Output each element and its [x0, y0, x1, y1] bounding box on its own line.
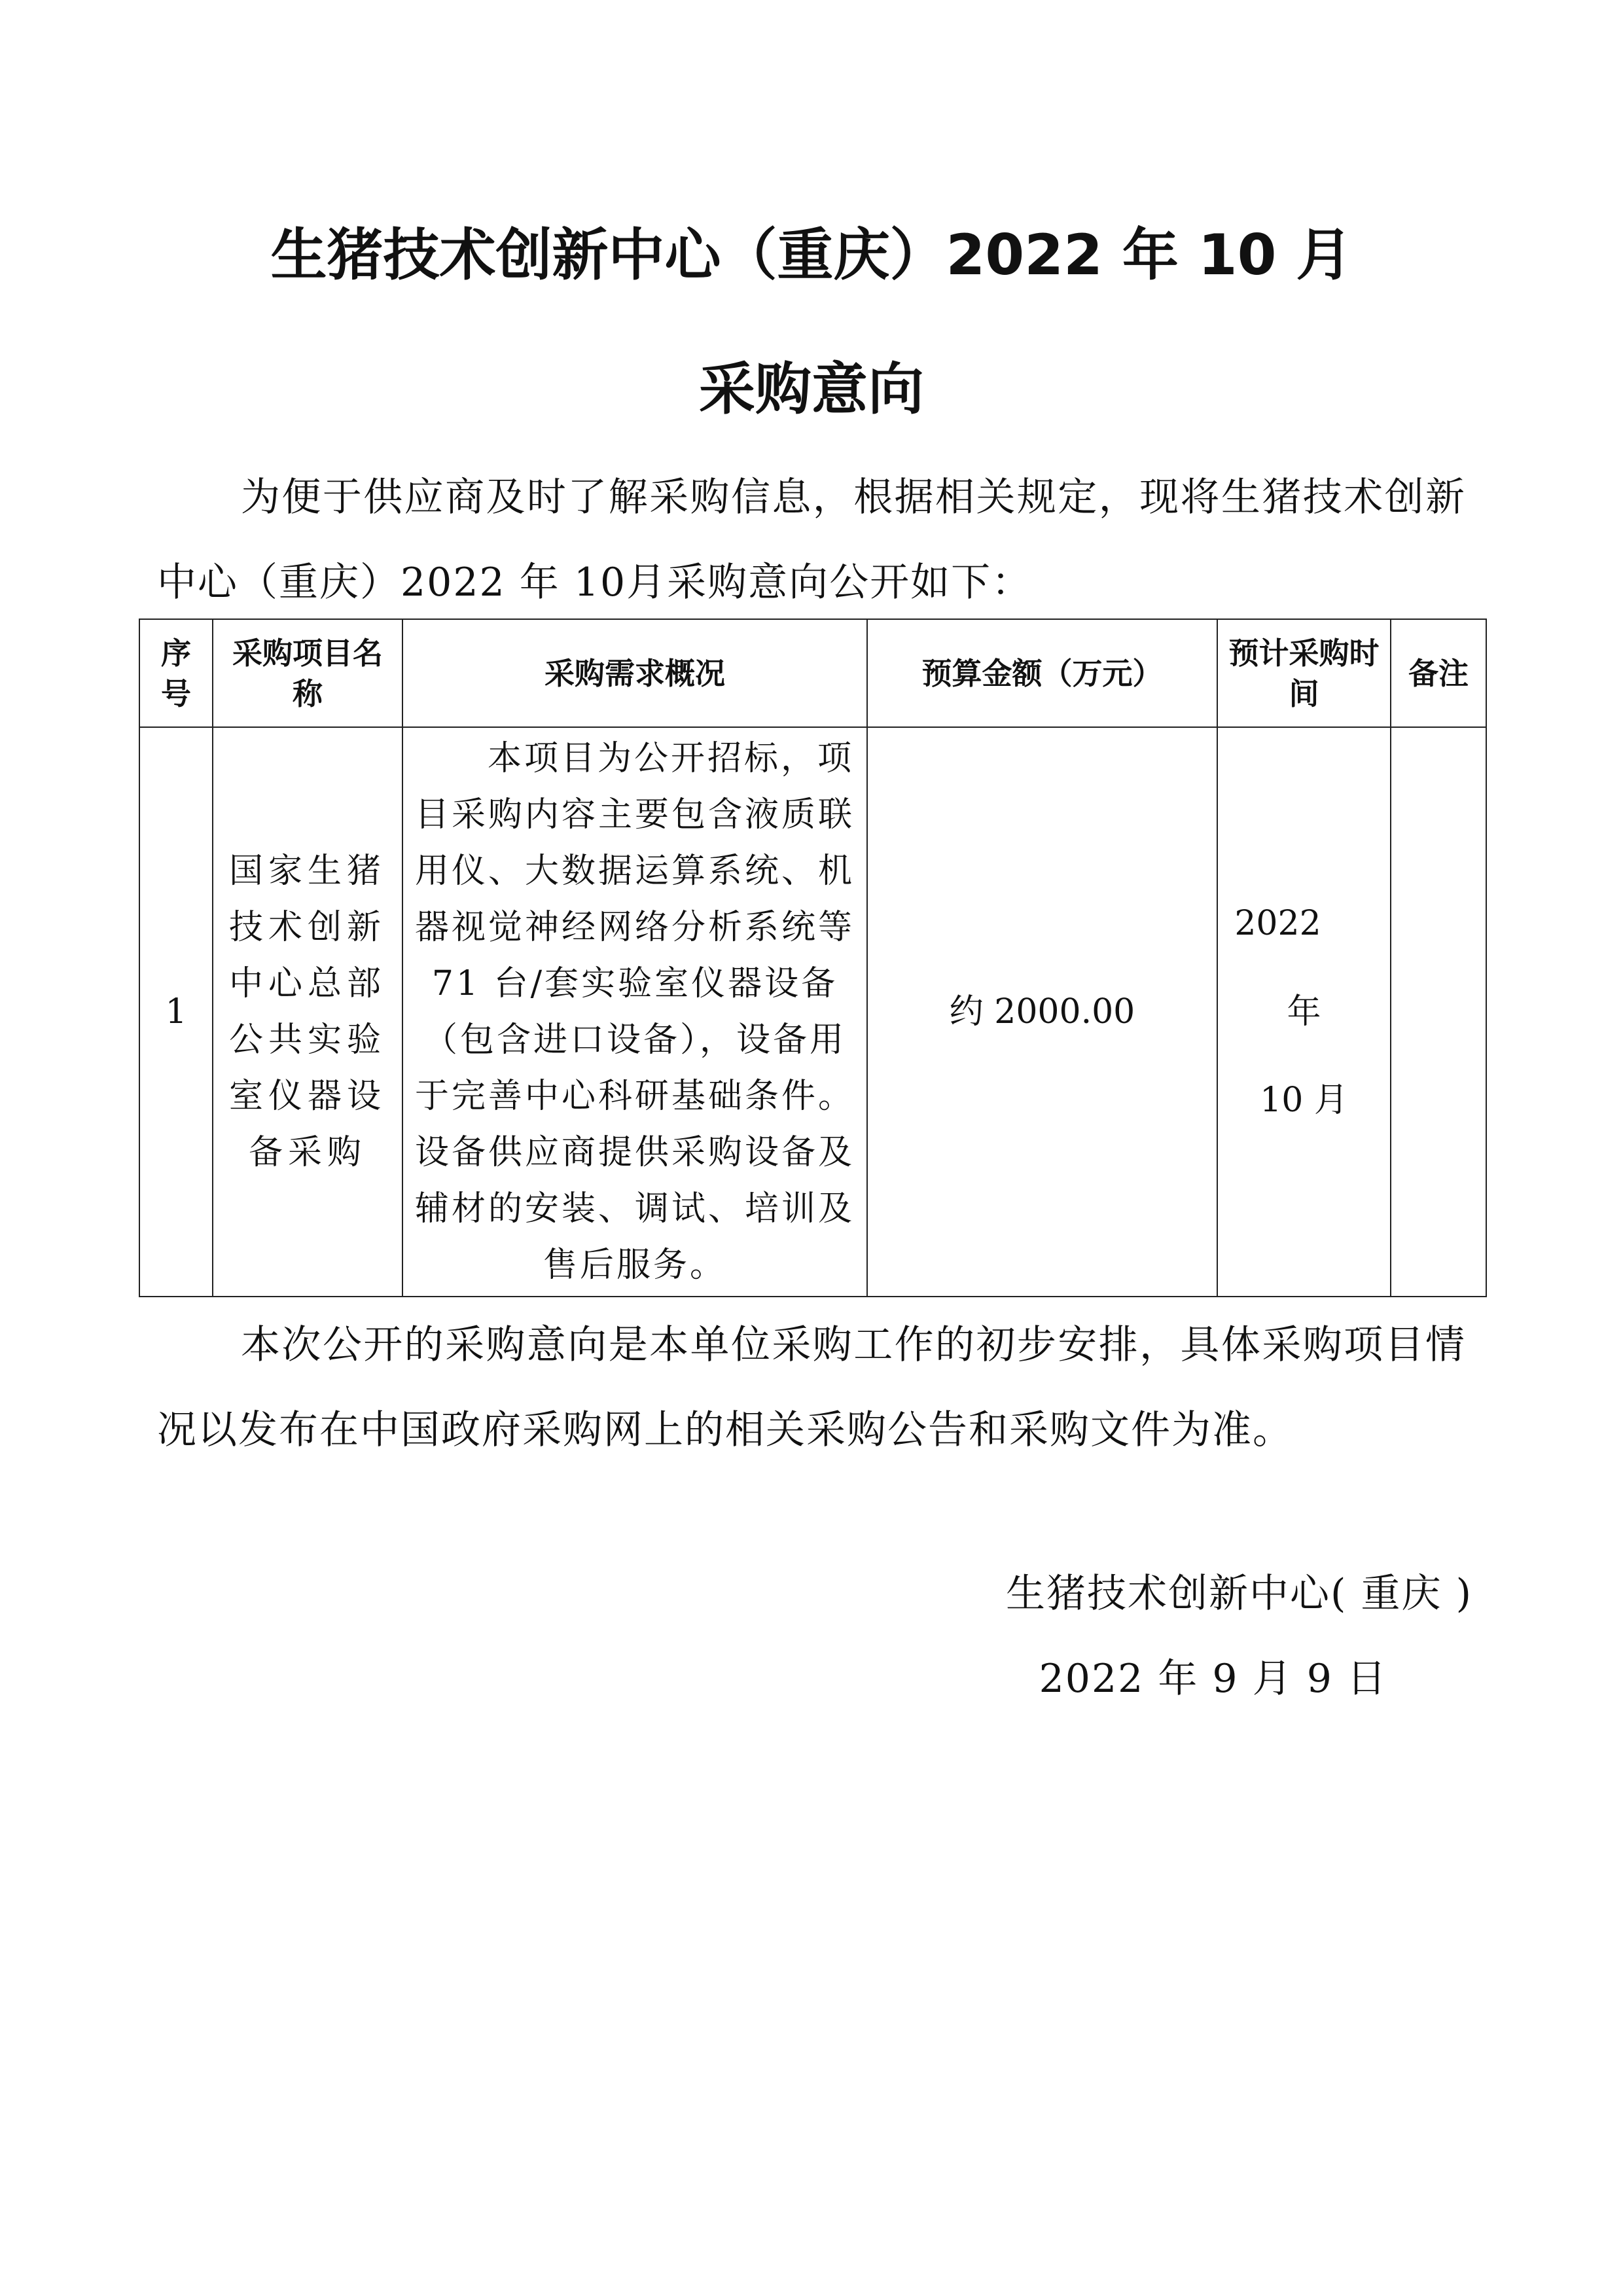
requirements-text: 本项目为公开招标，项目采购内容主要包含液质联用仪、大数据运算系统、机器视觉神经网络分析系统等 71 台/套实验室仪器设备（包含进口设备），设备用于完善中心科研基础条件。设备供应商提供采购设备及辅材的安装、调试、培训及售后服务。	[414, 739, 855, 1285]
cell-budget: 约 2000.00	[867, 727, 1217, 1297]
time-month: 10 月	[1260, 1080, 1348, 1120]
header-note: 备注	[1391, 619, 1486, 727]
time-year: 2022	[1234, 903, 1321, 943]
cell-note	[1391, 727, 1486, 1297]
signature-organization: 生猪技术创新中心( 重庆 )	[1006, 1571, 1472, 1617]
closing-paragraph: 本次公开的采购意向是本单位采购工作的初步安排，具体采购项目情况以发布在中国政府采购网上的相关采购公告和采购文件为准。	[157, 1322, 1466, 1453]
table-header-row	[139, 619, 1486, 727]
signature-date: 2022 年 9 月 9 日	[1039, 1656, 1387, 1702]
table-row	[139, 727, 1486, 1297]
cell-seq: 1	[139, 727, 213, 1297]
header-budget: 预算金额（万元）	[867, 619, 1217, 727]
document-subtitle: 采购意向	[699, 357, 924, 422]
cell-project-name: 国家生猪技术创新中心总部公共实验室仪器设备采购	[213, 727, 402, 1297]
document-title: 生猪技术创新中心（重庆）2022 年 10 月	[270, 223, 1353, 288]
header-project-name: 采购项目名称	[213, 619, 402, 727]
intro-paragraph: 为便于供应商及时了解采购信息，根据相关规定，现将生猪技术创新中心（重庆）2022 年 10月采购意向公开如下：	[157, 475, 1466, 605]
cell-time	[1217, 727, 1391, 1297]
procurement-table	[139, 619, 1487, 1297]
header-requirements: 采购需求概况	[402, 619, 867, 727]
cell-requirements	[402, 727, 867, 1297]
time-year-unit: 年	[1287, 992, 1321, 1031]
time-year-line	[1228, 880, 1380, 1056]
header-seq: 序号	[139, 619, 213, 727]
header-time: 预计采购时间	[1217, 619, 1391, 727]
